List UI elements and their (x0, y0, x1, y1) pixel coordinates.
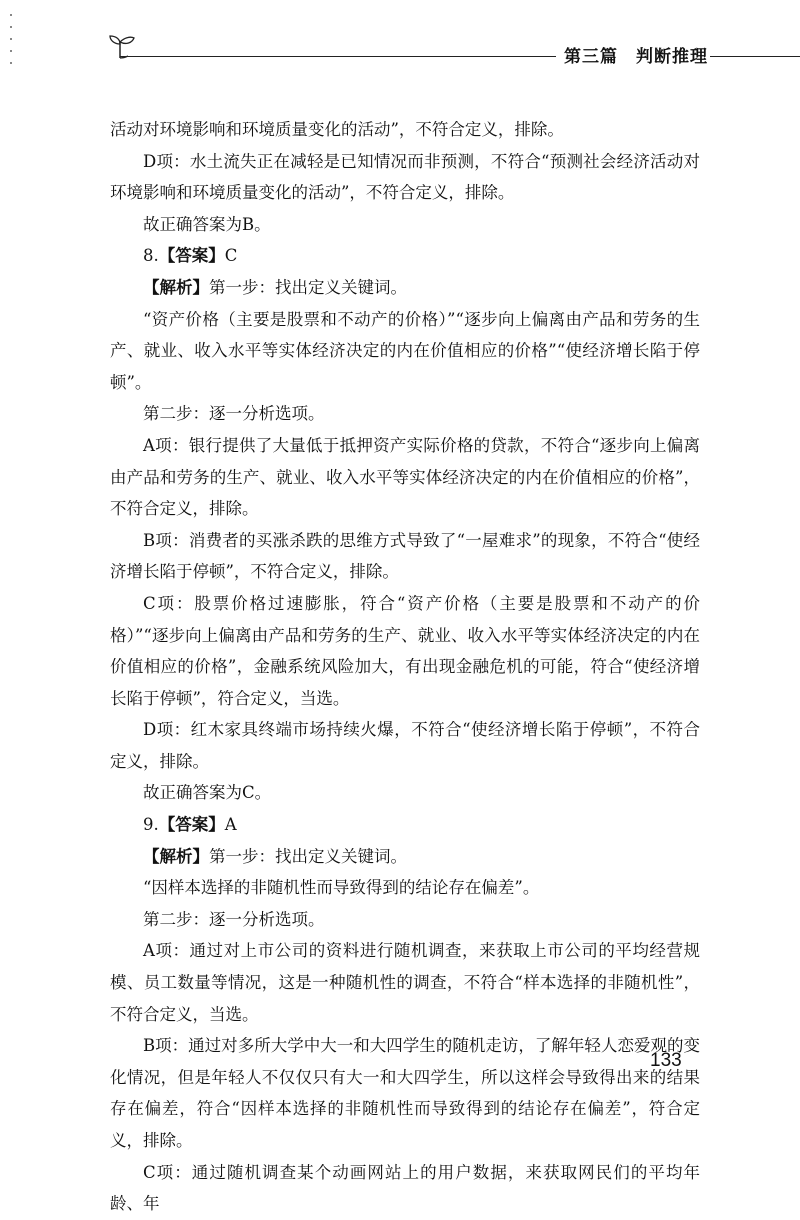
paragraph: 第二步：逐一分析选项。 (143, 909, 325, 929)
question-number: 9. (143, 815, 159, 835)
section-title: 第三篇 判断推理 (564, 47, 708, 67)
paragraph: A项：通过对上市公司的资料进行随机调查，来获取上市公司的平均经营规模、员工数量等情况，这是一种随机性的调查，不符合“样本选择的非随机性”，不符合定义，当选。 (110, 941, 700, 1024)
question-number: 8. (143, 246, 159, 266)
answer-heading (110, 240, 700, 272)
analysis-label: 【解析】 (143, 846, 209, 866)
page-number: 133 (650, 1050, 682, 1071)
paragraph: D项：红木家具终端市场持续火爆，不符合“使经济增长陷于停顿”，不符合定义，排除。 (110, 720, 700, 771)
analysis-text: 第一步：找出定义关键词。 (209, 846, 407, 866)
analysis-label: 【解析】 (143, 277, 209, 297)
margin-marks (10, 14, 18, 74)
paragraph: D项：水土流失正在减轻是已知情况而非预测，不符合“预测社会经济活动对环境影响和环境质量变化的活动”，不符合定义，排除。 (110, 151, 700, 203)
analysis-heading (110, 841, 700, 873)
paragraph: C项：股票价格过速膨胀，符合“资产价格（主要是股票和不动产的价格）”“逐步向上偏离由产品和劳务的生产、就业、收入水平等实体经济决定的内在价值相应的价格”，金融系统风险加大，有出现金融危机的可能，符合“使经济增长陷于停顿”，符合定义，当选。 (110, 593, 700, 708)
analysis-heading (110, 272, 700, 304)
paragraph: B项：消费者的买涨杀跌的思维方式导致了“一屋难求”的现象，不符合“使经济增长陷于停顿”，不符合定义，排除。 (110, 530, 700, 582)
paragraph: 故正确答案为C。 (143, 783, 272, 803)
paragraph: A项：银行提供了大量低于抵押资产实际价格的贷款，不符合“逐步向上偏离由产品和劳务的生产、就业、收入水平等实体经济决定的内在价值相应的价格”，不符合定义，排除。 (110, 435, 700, 519)
answer-value: C (224, 246, 238, 266)
paragraph: 第二步：逐一分析选项。 (143, 404, 325, 424)
page-header (0, 0, 800, 80)
body-text (110, 114, 700, 1220)
paragraph: B项：通过对多所大学中大一和大四学生的随机走访，了解年轻人恋爱观的变化情况，但是年轻人不仅仅只有大一和大四学生，所以这样会导致得出来的结果存在偏差，符合“因样本选择的非随机性而导致得到的结论存在偏差”，符合定义，排除。 (110, 1036, 700, 1150)
paragraph: 故正确答案为B。 (143, 214, 271, 234)
paragraph: “资产价格（主要是股票和不动产的价格）”“逐步向上偏离由产品和劳务的生产、就业、收入水平等实体经济决定的内在价值相应的价格”“使经济增长陷于停顿”。 (110, 309, 700, 392)
answer-label: 【答案】 (158, 815, 225, 835)
answer-value: A (224, 815, 237, 835)
answer-label: 【答案】 (158, 246, 225, 266)
header-rule-left (120, 56, 556, 57)
answer-heading (110, 809, 700, 841)
paragraph: 活动对环境影响和环境质量变化的活动”，不符合定义，排除。 (110, 120, 564, 139)
analysis-text: 第一步：找出定义关键词。 (209, 277, 407, 297)
paragraph: “因样本选择的非随机性而导致得到的结论存在偏差”。 (143, 878, 540, 898)
header-rule-right (710, 56, 800, 57)
paragraph: C项：通过随机调查某个动画网站上的用户数据，来获取网民们的平均年龄、年 (110, 1162, 700, 1214)
